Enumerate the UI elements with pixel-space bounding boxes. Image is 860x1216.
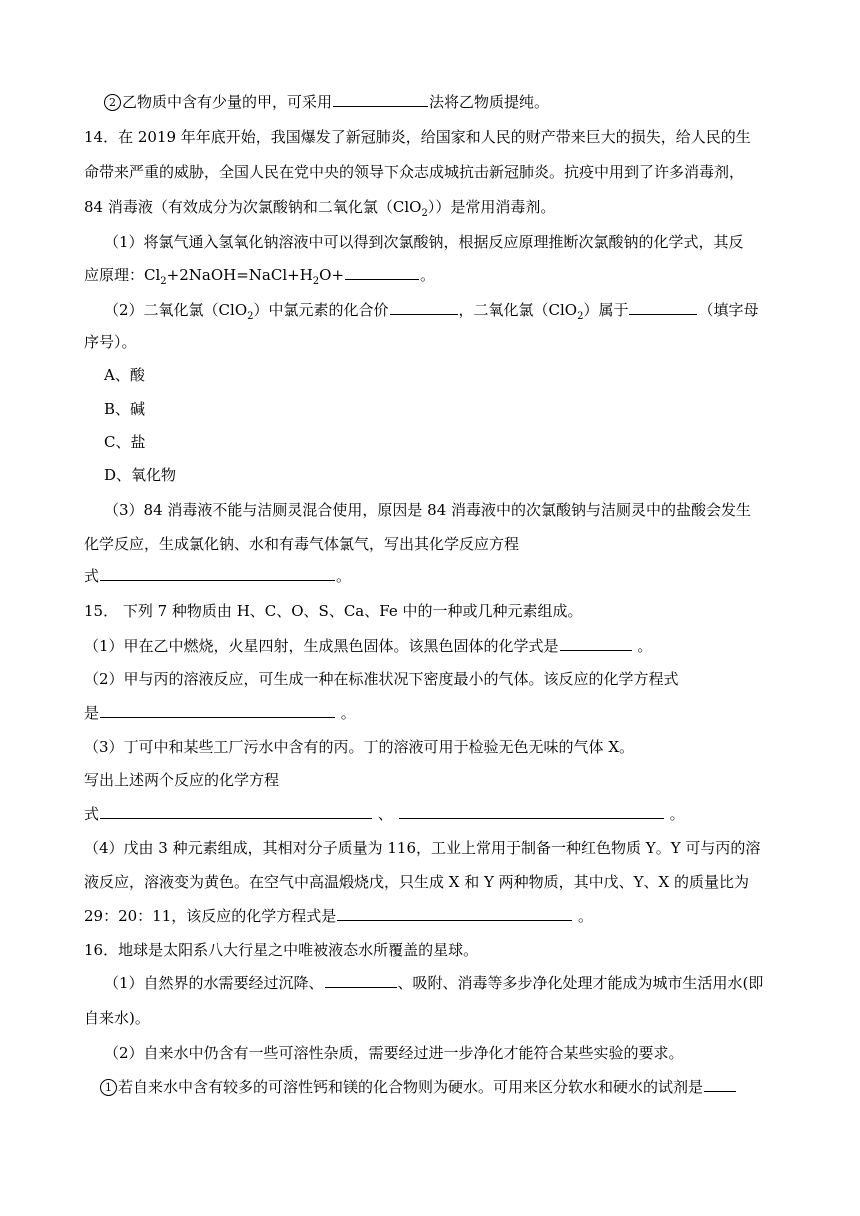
answer-blank[interactable]	[337, 906, 572, 921]
q15-part2-line2: 是 。	[84, 704, 356, 722]
answer-blank[interactable]	[560, 636, 632, 651]
option-c: C、盐	[104, 433, 146, 451]
q15-part3-line2: 写出上述两个反应的化学方程	[84, 771, 280, 789]
q14-part3-line1: （3）84 消毒液不能与洁厕灵混合使用，原因是 84 消毒液中的次氯酸钠与洁厕灵中的盐酸会发生	[104, 501, 752, 519]
circled-number-1: 1	[100, 1079, 117, 1096]
q15-stem: 15． 下列 7 种物质由 H、C、O、S、Ca、Fe 中的一种或几种元素组成。	[84, 602, 583, 620]
answer-blank[interactable]	[333, 92, 428, 107]
q16-part1-line1: （1）自然界的水需要经过沉降、 、吸附、消毒等多步净化处理才能成为城市生活用水(即	[104, 974, 764, 992]
answer-blank[interactable]	[100, 566, 335, 581]
answer-blank[interactable]	[629, 300, 697, 315]
q15-part4-line2: 液反应，溶液变为黄色。在空气中高温煅烧戊，只生成 X 和 Y 两种物质，其中戊、Y、X 的质量比为	[84, 873, 750, 891]
q14-part2-line2: 序号）。	[84, 333, 137, 351]
q14-stem-line2: 命带来严重的威胁，全国人民在党中央的领导下众志成城抗击新冠肺炎。抗疫中用到了许多消毒剂，	[84, 163, 745, 181]
answer-blank[interactable]	[100, 703, 335, 718]
q14-part2-line1: （2）二氧化氯（ClO$_2$）中氯元素的化合价 ，二氧化氯（ClO$_2$）属于 （填字母	[104, 301, 759, 322]
q14-part3-line2: 化学反应，生成氯化钠、水和有毒气体氯气，写出其化学反应方程	[84, 535, 520, 553]
answer-blank[interactable]	[390, 300, 458, 315]
q15-part4-line3: 29：20：11，该反应的化学方程式是 。	[84, 907, 594, 925]
q16-part1-line2: 自来水)。	[84, 1009, 150, 1027]
q15-part4-line1: （4）戊由 3 种元素组成，其相对分子质量为 116，工业上常用于制备一种红色物质 Y。Y 可与丙的溶	[84, 839, 761, 857]
q16-stem: 16．地球是太阳系八大行星之中唯被液态水所覆盖的星球。	[84, 941, 479, 959]
q14-part1-line2: 应原理：$Cl_2+2NaOH=NaCl+H_2O+$ 。	[84, 266, 436, 287]
answer-blank[interactable]	[345, 265, 419, 280]
q16-part2-item1: 1 若自来水中含有较多的可溶性钙和镁的化合物则为硬水。可用来区分软水和硬水的试剂是	[100, 1077, 737, 1097]
q16-part2-line1: （2）自来水中仍含有一些可溶性杂质，需要经过进一步净化才能符合某些实验的要求。	[104, 1044, 684, 1062]
circled-number-2: 2	[104, 94, 121, 111]
answer-blank[interactable]	[325, 973, 397, 988]
q15-part3-line3: 式 、 。	[84, 805, 685, 823]
q14-part1-line1: （1）将氯气通入氢氧化钠溶液中可以得到次氯酸钠，根据反应原理推断次氯酸钠的化学式，其反	[104, 233, 744, 251]
option-d: D、氧化物	[104, 466, 177, 484]
q14-stem-line1: 14．在 2019 年年底开始，我国爆发了新冠肺炎，给国家和人民的财产带来巨大的损失，给人民的生	[84, 128, 751, 146]
q14-stem-line3: 84 消毒液（有效成分为次氯酸钠和二氧化氯（ClO$_2$））是常用消毒剂。	[84, 198, 556, 219]
q13-part2-line: 2 乙物质中含有少量的甲，可采用 法将乙物质提纯。	[104, 92, 549, 112]
q15-part3-line1: （3）丁可中和某些工厂污水中含有的丙。丁的溶液可用于检验无色无味的气体 X。	[84, 738, 634, 756]
answer-blank[interactable]	[399, 804, 664, 819]
answer-blank[interactable]	[704, 1077, 736, 1092]
answer-blank[interactable]	[100, 804, 372, 819]
option-b: B、碱	[104, 400, 146, 418]
q14-part3-line3: 式 。	[84, 567, 352, 585]
option-a: A、酸	[104, 366, 145, 384]
q15-part2-line1: （2）甲与丙的溶液反应，可生成一种在标准状况下密度最小的气体。该反应的化学方程式	[84, 670, 679, 688]
q15-part1: （1）甲在乙中燃烧，火星四射，生成黑色固体。该黑色固体的化学式是 。	[84, 637, 653, 655]
